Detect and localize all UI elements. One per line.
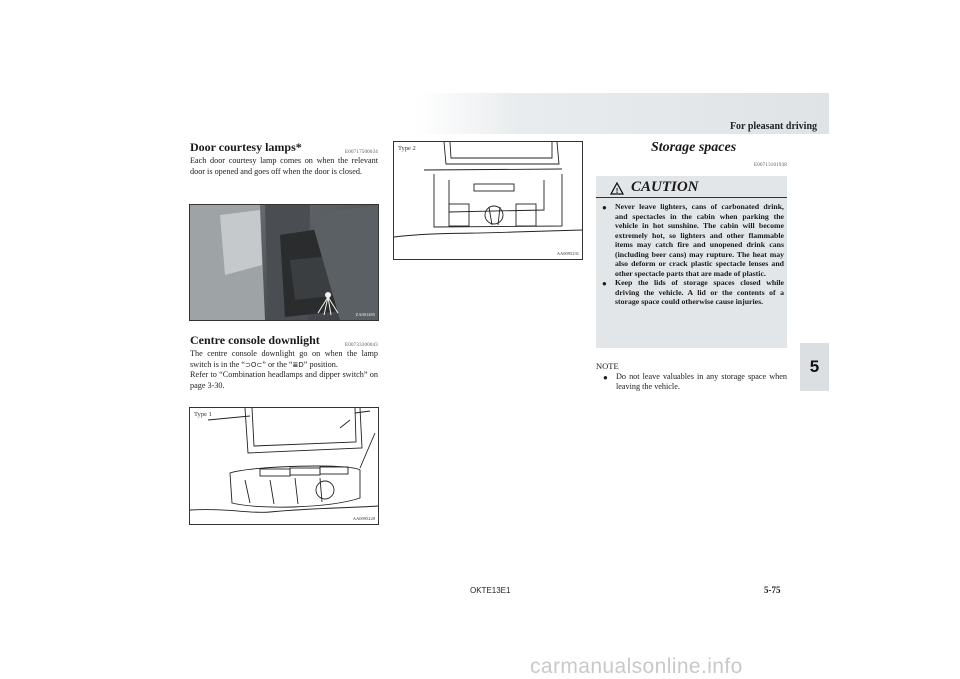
note-item: ● Do not leave valuables in any storage space when leaving the vehicle. — [603, 372, 787, 392]
svg-text:!: ! — [615, 188, 619, 195]
bullet-icon: ● — [602, 278, 607, 288]
console-downlight-code: E00733300043 — [345, 343, 378, 348]
doc-code: OKTE13E1 — [470, 586, 511, 595]
door-lamps-body: Each door courtesy lamp comes on when the relevant door is opened and goes off when the door is closed. — [190, 156, 378, 176]
note-section — [596, 361, 787, 393]
door-lamps-code: E00717500034 — [345, 150, 378, 155]
type1-console-illustration — [190, 408, 378, 524]
storage-code: E00713101938 — [754, 163, 787, 168]
header-title: For pleasant driving — [729, 121, 817, 132]
caution-title: CAUTION — [631, 179, 699, 195]
note-list — [596, 372, 787, 393]
type2-figure-code: AA0095231 — [556, 251, 579, 256]
type1-figure — [189, 407, 379, 525]
watermark[interactable]: carmanualsonline.info — [530, 655, 743, 678]
console-downlight-title: Centre console downlight — [190, 333, 320, 347]
door-lamps-title: Door courtesy lamps* — [190, 140, 302, 154]
console-downlight-body: The centre console downlight go on when the lamp switch is in the “⊃O⊂” or the “≣D” position. — [190, 349, 378, 369]
caution-item: ● Keep the lids of storage spaces closed while driving the vehicle. A lid or the contents of a storage space could otherwise cause injuries. — [602, 278, 784, 306]
door-photo-illustration — [190, 205, 378, 320]
chapter-tab[interactable] — [800, 343, 829, 391]
door-lamps-section — [190, 140, 378, 177]
type1-figure-code: AA0095228 — [352, 516, 375, 521]
console-downlight-reference: Refer to “Combination headlamps and dipper switch” on page 3-30. — [190, 370, 378, 390]
bullet-icon: ● — [603, 372, 608, 382]
storage-title: Storage spaces — [651, 140, 737, 155]
type2-label: Type 2 — [398, 145, 416, 152]
caution-item: ● Never leave lighters, cans of carbonated drink, and spectacles in the cabin when parking the vehicle in hot sunshine. The cabin will become extremely hot, so lighters and other flammable items may catch fire and unopened drink cans (including beer cans) may rupture. The heat may also deform or crack plastic spectacle lenses and other spectacle parts that are made of plastic. — [602, 202, 784, 278]
caution-box — [596, 176, 787, 348]
type1-label: Type 1 — [194, 411, 212, 418]
parking-lamp-symbol-icon: ⊃O⊂ — [245, 360, 263, 369]
type2-console-illustration — [394, 142, 582, 259]
caution-list — [602, 202, 784, 307]
warning-triangle-icon — [610, 182, 624, 195]
door-figure-code: ZA001485 — [355, 312, 375, 317]
chapter-number: 5 — [809, 357, 820, 376]
console-downlight-section — [190, 333, 378, 391]
type2-figure — [393, 141, 583, 260]
storage-header — [596, 140, 787, 172]
page-number: 5-75 — [764, 585, 781, 595]
bullet-icon: ● — [602, 202, 607, 212]
door-lamp-figure — [189, 204, 379, 321]
caution-divider — [596, 197, 787, 198]
note-title: NOTE — [596, 361, 619, 371]
headlamp-symbol-icon: ≣D — [292, 360, 304, 369]
